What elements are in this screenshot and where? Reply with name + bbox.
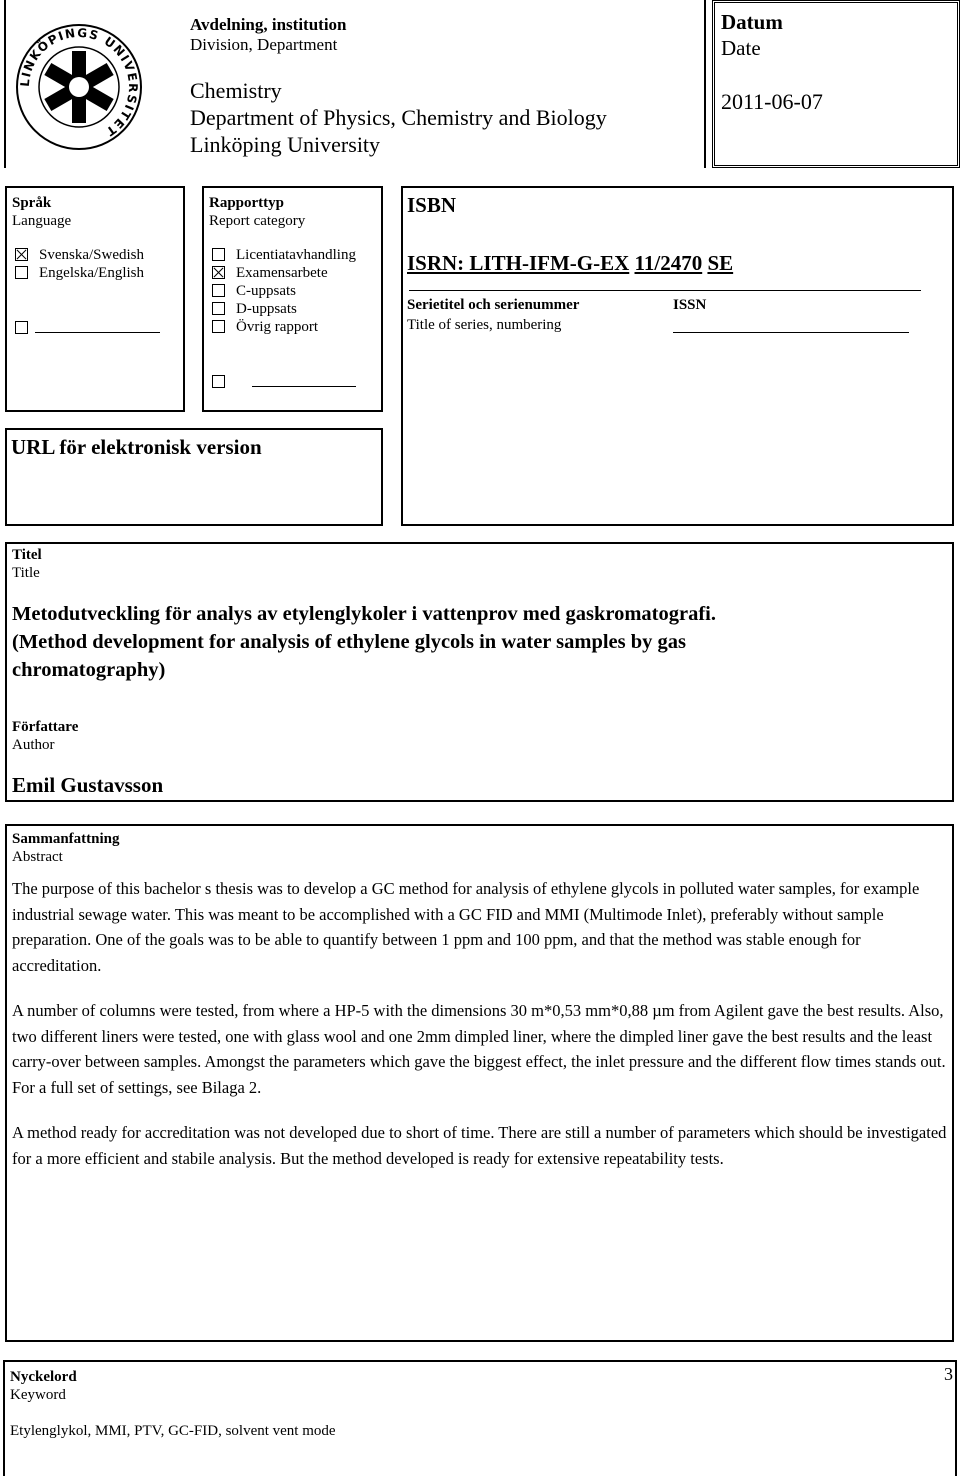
language-swedish-label: Svenska/Swedish — [39, 247, 144, 263]
report-category-label-sv: Rapporttyp — [209, 195, 285, 211]
report-examensarbete-checkbox[interactable] — [212, 266, 225, 279]
keywords-label-en: Keyword — [10, 1387, 66, 1403]
isrn-suffix: SE — [707, 251, 734, 275]
url-box — [5, 428, 383, 526]
university-logo — [14, 22, 144, 152]
abstract-label-en: Abstract — [12, 849, 63, 865]
author-label-sv: Författare — [12, 719, 79, 735]
report-licentiate-label: Licentiatavhandling — [236, 247, 356, 263]
abstract-paragraph-3: A method ready for accreditation was not developed due to short of time. There are still a number of parameters which should be investigated for a more efficient and stabile analysis. But the method developed is ready for extensive repeatability tests. — [12, 1123, 947, 1168]
abstract-paragraph-2: A number of columns were tested, from where a HP-5 with the dimensions 30 m*0,53 mm*0,88 µm from Agilent gave the best results. Also, two different liners were tested, one with glass wool and one 2mm dimpled liner, where the dimpled liner gave the best results and the least carry-over between samples. Amongst the parameters which gave the biggest effect, the inlet pressure and the different flow times stands out. For a full set of settings, see Bilaga 2. — [12, 1001, 946, 1097]
report-category-label-en: Report category — [209, 213, 306, 229]
svg-text:LINKÖPINGS UNIVERSITET: LINKÖPINGS UNIVERSITET — [17, 25, 141, 140]
report-ovrig-checkbox[interactable] — [212, 320, 225, 333]
language-label-sv: Språk — [12, 195, 52, 211]
department-line-3: Linköping University — [190, 132, 381, 157]
abstract-label-sv: Sammanfattning — [12, 831, 120, 847]
title-line-2: (Method development for analysis of ethylene glycols in water samples by gas — [12, 631, 687, 653]
university-seal-icon — [14, 22, 144, 152]
url-label: URL för elektronisk version — [11, 435, 262, 459]
report-other-checkbox[interactable] — [212, 375, 225, 388]
language-other-line — [35, 332, 160, 333]
title-line-1: Metodutveckling för analys av etylenglykoler i vattenprov med gaskromatografi. — [12, 603, 716, 625]
keywords-label-sv: Nyckelord — [10, 1369, 77, 1385]
header-left-rule — [4, 0, 6, 168]
isbn-label: ISBN — [407, 193, 457, 217]
report-c-uppsats-label: C-uppsats — [236, 283, 296, 299]
report-d-uppsats-label: D-uppsats — [236, 301, 297, 317]
language-other-checkbox[interactable] — [15, 321, 28, 334]
report-ovrig-label: Övrig rapport — [236, 319, 319, 335]
date-label-en: Date — [721, 36, 761, 60]
department-label-sv: Avdelning, institution — [190, 15, 347, 34]
isrn-line — [407, 250, 733, 276]
isrn-prefix: ISRN: LITH-IFM-G-EX — [407, 251, 630, 275]
report-category-box — [202, 186, 383, 412]
report-d-uppsats-checkbox[interactable] — [212, 302, 225, 315]
report-licentiate-checkbox[interactable] — [212, 248, 225, 261]
report-c-uppsats-checkbox[interactable] — [212, 284, 225, 297]
series-label-sv: Serietitel och serienummer — [407, 297, 580, 313]
abstract-body — [12, 876, 952, 1191]
issn-label: ISSN — [673, 297, 707, 313]
title-label-en: Title — [12, 565, 40, 581]
header-divider — [704, 0, 706, 168]
isrn-underline — [409, 290, 921, 291]
date-label-sv: Datum — [721, 10, 783, 34]
language-english-label: Engelska/English — [39, 265, 144, 281]
series-label-en: Title of series, numbering — [407, 317, 562, 333]
department-label-en: Division, Department — [190, 35, 338, 54]
isbn-box — [401, 186, 954, 526]
isrn-number: 11/2470 — [634, 251, 703, 275]
language-label-en: Language — [12, 213, 72, 229]
report-other-line — [252, 386, 356, 387]
abstract-paragraph-1: The purpose of this bachelor s thesis was to develop a GC method for analysis of ethylene glycols in polluted water samples, for example industrial sewage water. This was meant to be accomplished with a GC FID and MMI (Multimode Inlet), preferably without sample preparation. One of the goals was to be able to quantify between 1 ppm and 100 ppm, and that the method was stable enough for accreditation. — [12, 879, 920, 975]
author-label-en: Author — [12, 737, 55, 753]
issn-underline — [673, 332, 909, 333]
title-line-3: chromatography) — [12, 659, 166, 681]
language-box — [5, 186, 185, 412]
title-label-sv: Titel — [12, 547, 42, 563]
language-english-checkbox[interactable] — [15, 266, 28, 279]
author-name: Emil Gustavsson — [12, 773, 164, 797]
abstract-box — [5, 824, 954, 1342]
report-examensarbete-label: Examensarbete — [236, 265, 328, 281]
page-number: 3 — [944, 1364, 953, 1384]
keywords-box — [3, 1360, 957, 1476]
title-box — [5, 542, 954, 802]
department-line-1: Chemistry — [190, 78, 282, 103]
department-line-2: Department of Physics, Chemistry and Biology — [190, 105, 607, 130]
keywords-value: Etylenglykol, MMI, PTV, GC-FID, solvent vent mode — [10, 1423, 336, 1439]
language-swedish-checkbox[interactable] — [15, 248, 28, 261]
date-box — [712, 0, 960, 168]
date-value: 2011-06-07 — [721, 89, 823, 114]
department-block — [190, 15, 690, 158]
title-text — [12, 600, 716, 684]
